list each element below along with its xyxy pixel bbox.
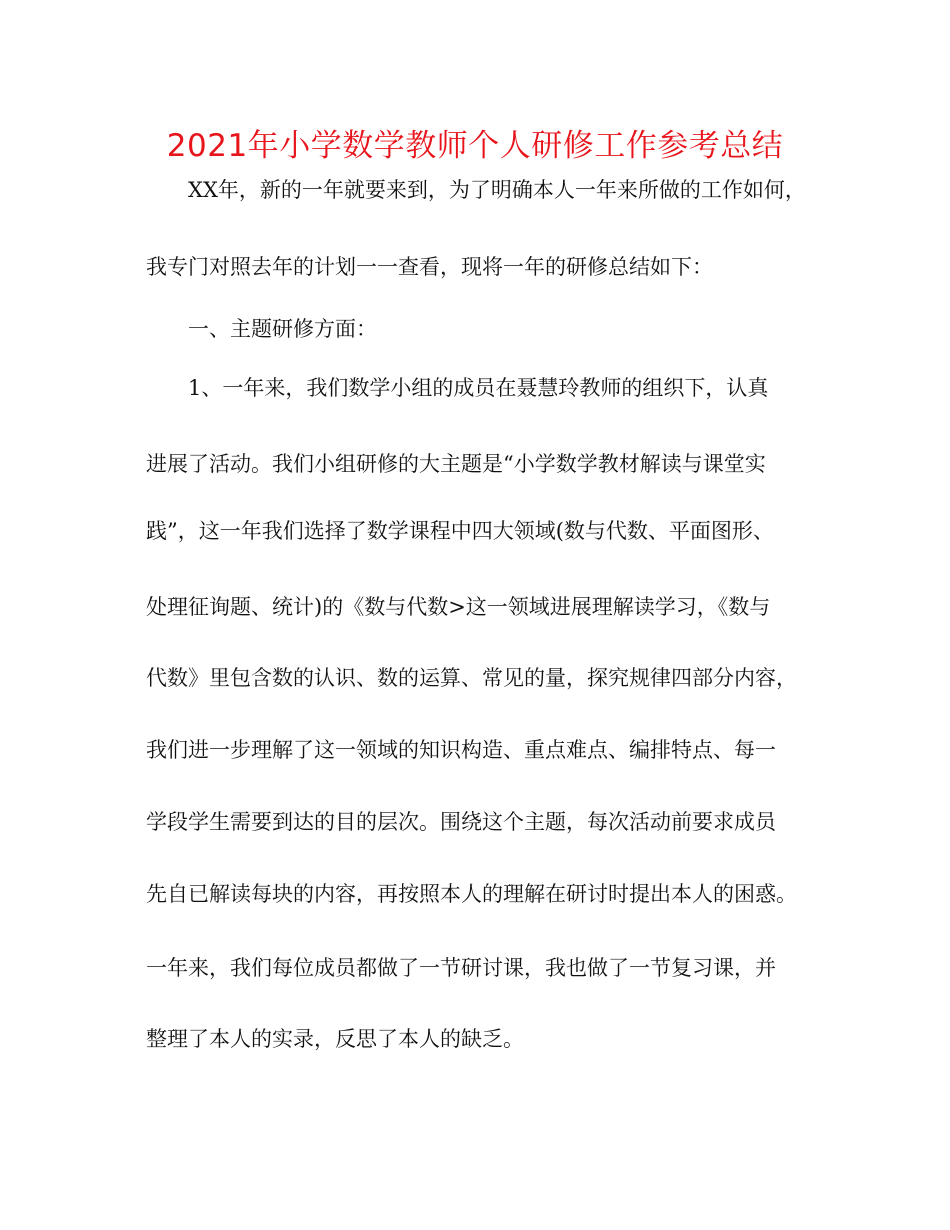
paragraph-line-1: XX年，新的一年就要来到，为了明确本人一年来所做的工作如何， [188, 178, 806, 202]
paragraph-line-10: 学段学生需要到达的目的层次。围绕这个主题，每次活动前要求成员 [146, 810, 776, 834]
paragraph-line-2: 我专门对照去年的计划一一查看，现将一年的研修总结如下： [146, 255, 713, 279]
paragraph-line-4: 1、一年来，我们数学小组的成员在聂慧玲教师的组织下，认真 [188, 376, 769, 400]
paragraph-line-13: 整理了本人的实录，反思了本人的缺乏。 [146, 1027, 524, 1051]
document-title: 2021年小学数学教师个人研修工作参考总结 [166, 128, 784, 164]
paragraph-line-8: 代数》里包含数的认识、数的运算、常见的量，探究规律四部分内容， [146, 666, 797, 690]
paragraph-line-9: 我们进一步理解了这一领域的知识构造、重点难点、编排特点、每一 [146, 738, 776, 762]
section-heading: 一、主题研修方面： [188, 317, 377, 341]
paragraph-line-5: 进展了活动。我们小组研修的大主题是“小学数学教材解读与课堂实 [146, 452, 766, 476]
paragraph-line-6: 践”，这一年我们选择了数学课程中四大领域(数与代数、平面图形、 [146, 519, 774, 543]
paragraph-line-7: 处理征询题、统计)的《数与代数>这一领域进展理解读学习，《数与 [146, 595, 771, 619]
paragraph-line-12: 一年来，我们每位成员都做了一节研讨课，我也做了一节复习课，并 [146, 956, 776, 980]
paragraph-line-11: 先自已解读每块的内容，再按照本人的理解在研讨时提出本人的困惑。 [146, 882, 797, 906]
